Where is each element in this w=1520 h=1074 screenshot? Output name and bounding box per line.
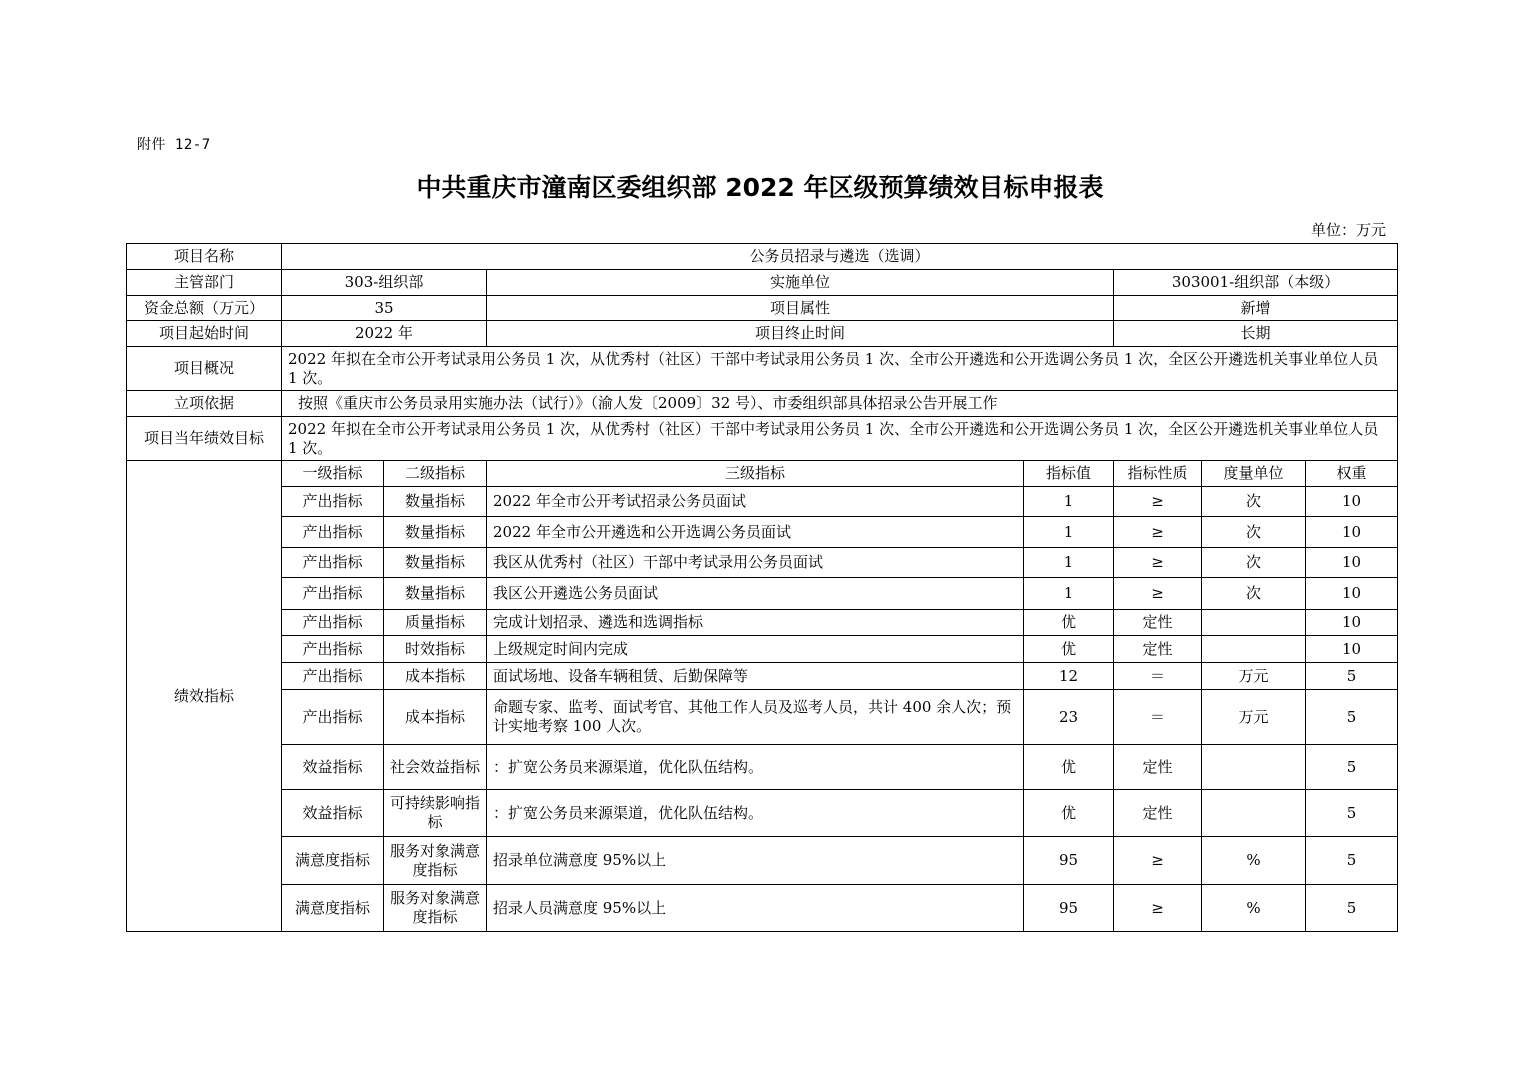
indicator-nature: ≥ [1114, 578, 1202, 610]
end-label: 项目终止时间 [487, 321, 1114, 347]
indicator-row [127, 578, 1398, 610]
indicator-level2: 服务对象满意度指标 [384, 837, 487, 885]
header-value: 指标值 [1024, 461, 1114, 487]
indicator-weight: 10 [1306, 610, 1398, 636]
indicator-unit: 万元 [1202, 663, 1306, 690]
indicator-row [127, 837, 1398, 885]
indicator-unit: 万元 [1202, 690, 1306, 745]
indicator-level3: ：扩宽公务员来源渠道，优化队伍结构。 [487, 745, 1024, 790]
indicator-level2: 社会效益指标 [384, 745, 487, 790]
indicator-level3: 我区从优秀村（社区）干部中考试录用公务员面试 [487, 548, 1024, 578]
indicator-row [127, 610, 1398, 636]
indicator-unit: % [1202, 885, 1306, 932]
header-nature: 指标性质 [1114, 461, 1202, 487]
indicator-value: 1 [1024, 517, 1114, 548]
indicator-level2: 数量指标 [384, 548, 487, 578]
indicator-nature: ≥ [1114, 885, 1202, 932]
indicator-nature: 定性 [1114, 790, 1202, 837]
funds-label: 资金总额（万元） [127, 296, 282, 321]
indicator-weight: 10 [1306, 636, 1398, 663]
indicator-nature: 定性 [1114, 610, 1202, 636]
indicator-level2: 成本指标 [384, 690, 487, 745]
end-value: 长期 [1114, 321, 1398, 347]
indicator-value: 95 [1024, 837, 1114, 885]
indicator-value: 优 [1024, 610, 1114, 636]
indicator-level1: 产出指标 [282, 548, 384, 578]
indicator-level3: 招录单位满意度 95%以上 [487, 837, 1024, 885]
basis-value: 按照《重庆市公务员录用实施办法（试行）》（渝人发〔2009〕32 号）、市委组织部具体招录公告开展工作 [282, 391, 1398, 417]
header-level3: 三级指标 [487, 461, 1024, 487]
indicator-level3: 完成计划招录、遴选和选调指标 [487, 610, 1024, 636]
indicator-unit [1202, 610, 1306, 636]
indicator-nature: ≥ [1114, 548, 1202, 578]
indicator-level1: 满意度指标 [282, 837, 384, 885]
indicator-level1: 效益指标 [282, 790, 384, 837]
header-level2: 二级指标 [384, 461, 487, 487]
indicator-value: 12 [1024, 663, 1114, 690]
indicator-row [127, 517, 1398, 548]
indicator-row [127, 663, 1398, 690]
row-project-name [127, 244, 1398, 270]
indicator-value: 95 [1024, 885, 1114, 932]
indicator-level1: 产出指标 [282, 663, 384, 690]
header-level1: 一级指标 [282, 461, 384, 487]
goal-label: 项目当年绩效目标 [127, 417, 282, 461]
indicator-level3: 命题专家、监考、面试考官、其他工作人员及巡考人员，共计 400 余人次；预计实地考察 100 人次。 [487, 690, 1024, 745]
indicator-level2: 数量指标 [384, 517, 487, 548]
unit-label: 单位：万元 [1310, 221, 1386, 239]
indicator-level3: 上级规定时间内完成 [487, 636, 1024, 663]
indicator-row [127, 885, 1398, 932]
indicator-weight: 5 [1306, 690, 1398, 745]
indicator-level2: 服务对象满意度指标 [384, 885, 487, 932]
indicator-unit [1202, 636, 1306, 663]
row-goal [127, 417, 1398, 461]
indicator-value: 23 [1024, 690, 1114, 745]
indicator-row [127, 690, 1398, 745]
header-unit: 度量单位 [1202, 461, 1306, 487]
indicator-row [127, 548, 1398, 578]
row-basis [127, 391, 1398, 417]
indicator-level3: 2022 年全市公开遴选和公开选调公务员面试 [487, 517, 1024, 548]
indicator-row [127, 745, 1398, 790]
dept-value: 303-组织部 [282, 270, 487, 296]
indicator-level1: 产出指标 [282, 517, 384, 548]
indicator-level1: 产出指标 [282, 610, 384, 636]
budget-performance-table [126, 243, 1398, 932]
indicators-section-label: 绩效指标 [127, 461, 282, 932]
indicator-value: 1 [1024, 578, 1114, 610]
indicator-row [127, 790, 1398, 837]
indicator-level1: 产出指标 [282, 690, 384, 745]
indicator-level3: 2022 年全市公开考试招录公务员面试 [487, 487, 1024, 517]
header-weight: 权重 [1306, 461, 1398, 487]
indicator-level1: 产出指标 [282, 487, 384, 517]
indicator-unit: 次 [1202, 487, 1306, 517]
overview-label: 项目概况 [127, 347, 282, 391]
indicator-weight: 5 [1306, 790, 1398, 837]
indicator-level2: 时效指标 [384, 636, 487, 663]
indicator-nature: ＝ [1114, 690, 1202, 745]
indicator-level2: 成本指标 [384, 663, 487, 690]
indicator-nature: ＝ [1114, 663, 1202, 690]
start-label: 项目起始时间 [127, 321, 282, 347]
impl-label: 实施单位 [487, 270, 1114, 296]
indicator-weight: 10 [1306, 517, 1398, 548]
indicator-unit [1202, 745, 1306, 790]
indicator-nature: 定性 [1114, 636, 1202, 663]
attr-label: 项目属性 [487, 296, 1114, 321]
start-value: 2022 年 [282, 321, 487, 347]
row-dept [127, 270, 1398, 296]
indicator-value: 优 [1024, 745, 1114, 790]
indicator-unit: 次 [1202, 517, 1306, 548]
indicator-nature: ≥ [1114, 487, 1202, 517]
project-name-value: 公务员招录与遴选（选调） [282, 244, 1398, 270]
project-name-label: 项目名称 [127, 244, 282, 270]
indicator-nature: 定性 [1114, 745, 1202, 790]
indicator-value: 优 [1024, 636, 1114, 663]
indicator-level3: ：扩宽公务员来源渠道，优化队伍结构。 [487, 790, 1024, 837]
basis-label: 立项依据 [127, 391, 282, 417]
indicator-nature: ≥ [1114, 517, 1202, 548]
indicator-level1: 满意度指标 [282, 885, 384, 932]
indicator-weight: 5 [1306, 837, 1398, 885]
indicator-row [127, 636, 1398, 663]
indicator-unit: 次 [1202, 548, 1306, 578]
indicator-weight: 10 [1306, 487, 1398, 517]
indicator-row [127, 487, 1398, 517]
indicator-level1: 效益指标 [282, 745, 384, 790]
indicator-level2: 数量指标 [384, 487, 487, 517]
indicator-unit: % [1202, 837, 1306, 885]
impl-value: 303001-组织部（本级） [1114, 270, 1398, 296]
page-title: 中共重庆市潼南区委组织部 2022 年区级预算绩效目标申报表 [416, 173, 1104, 202]
indicator-level2: 可持续影响指标 [384, 790, 487, 837]
row-overview [127, 347, 1398, 391]
row-dates [127, 321, 1398, 347]
indicator-unit [1202, 790, 1306, 837]
attachment-label: 附件 12-7 [137, 137, 211, 153]
attr-value: 新增 [1114, 296, 1398, 321]
indicator-level2: 质量指标 [384, 610, 487, 636]
indicator-nature: ≥ [1114, 837, 1202, 885]
indicator-level3: 我区公开遴选公务员面试 [487, 578, 1024, 610]
indicator-value: 1 [1024, 487, 1114, 517]
goal-value: 2022 年拟在全市公开考试录用公务员 1 次，从优秀村（社区）干部中考试录用公务员 1 次、全市公开遴选和公开选调公务员 1 次，全区公开遴选机关事业单位人员 1 次。 [282, 417, 1398, 461]
indicator-value: 优 [1024, 790, 1114, 837]
indicator-unit: 次 [1202, 578, 1306, 610]
indicator-weight: 5 [1306, 885, 1398, 932]
indicator-level1: 产出指标 [282, 578, 384, 610]
indicator-weight: 10 [1306, 548, 1398, 578]
overview-value: 2022 年拟在全市公开考试录用公务员 1 次，从优秀村（社区）干部中考试录用公务员 1 次、全市公开遴选和公开选调公务员 1 次，全区公开遴选机关事业单位人员 1 次。 [282, 347, 1398, 391]
indicator-level1: 产出指标 [282, 636, 384, 663]
indicator-weight: 5 [1306, 663, 1398, 690]
indicator-level3: 面试场地、设备车辆租赁、后勤保障等 [487, 663, 1024, 690]
dept-label: 主管部门 [127, 270, 282, 296]
indicator-weight: 10 [1306, 578, 1398, 610]
indicator-value: 1 [1024, 548, 1114, 578]
indicator-level2: 数量指标 [384, 578, 487, 610]
indicator-header-row [127, 461, 1398, 487]
funds-value: 35 [282, 296, 487, 321]
row-funds [127, 296, 1398, 321]
indicator-level3: 招录人员满意度 95%以上 [487, 885, 1024, 932]
indicator-weight: 5 [1306, 745, 1398, 790]
